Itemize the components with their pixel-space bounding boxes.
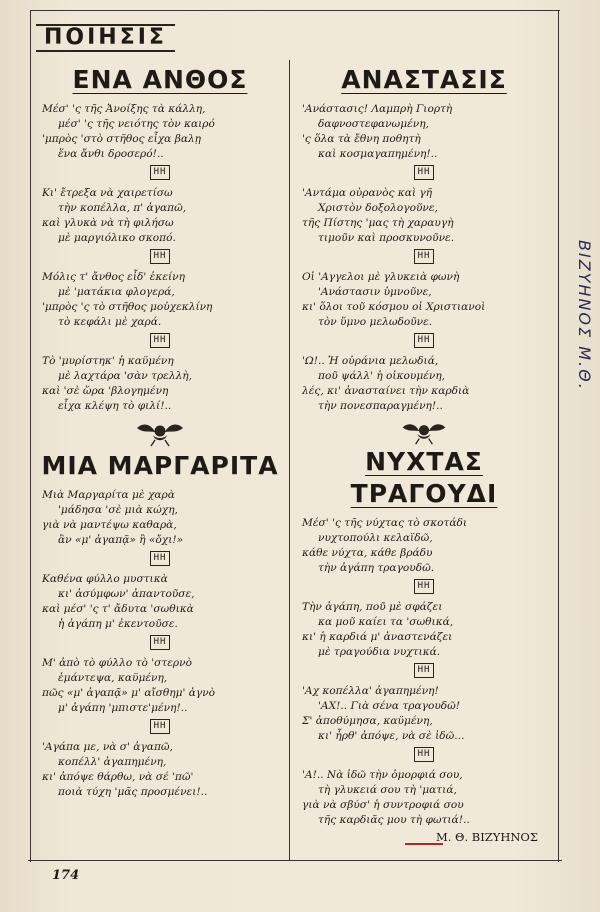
- verse-line: Μ' ἀπὸ τὸ φύλλο τὸ 'στερνὸ: [42, 657, 192, 669]
- verse-line: Μιὰ Μαργαρίτα μὲ χαρὰ: [42, 489, 175, 501]
- stanza: [296, 186, 552, 246]
- stanza-divider-ornament: [296, 165, 552, 180]
- verse-line: γιὰ νὰ σβύσ' ἡ συντροφιά σου: [302, 799, 464, 811]
- stanza-divider-mark: HH: [150, 333, 171, 348]
- verse-line: καὶ 'σὲ ὥρα 'βλογημένη: [42, 385, 169, 397]
- verse-line: τὸ κεφάλι μὲ χαρά.: [58, 316, 162, 328]
- stanza: [296, 768, 552, 828]
- side-stamp-text: ΒΙΖΥΗΝΟΣ Μ.Θ.: [575, 240, 594, 391]
- verse-line: μὲ 'ματάκια φλογερά,: [58, 286, 175, 298]
- poem-title-nychtas-tragoudi: ΝΥΧΤΑΣ ΤΡΑΓΟΥΔΙ: [350, 447, 498, 508]
- section-title: ΠΟΙΗΣΙΣ: [36, 24, 175, 52]
- stanza-divider-ornament: [296, 747, 552, 762]
- stanza: [296, 270, 552, 330]
- verse-line: τὸν ὕμνο μελωδοῦνε.: [318, 316, 433, 328]
- verse-line: μ' ἀγάπη 'μπιστε'μένη!..: [58, 702, 188, 714]
- verse-line: Κι' ἔτρεξα νὰ χαιρετίσω: [42, 187, 173, 199]
- verse-line: τῆς Πίστης 'μας τὴ χαραυγὴ: [302, 217, 454, 229]
- verse-line: ἂν «μ' ἀγαπᾷ» ἢ «ὄχι!»: [58, 534, 184, 546]
- stanza-divider-mark: HH: [414, 249, 435, 264]
- stanza-divider-ornament: [296, 579, 552, 594]
- verse-line: κι' ἡ καρδιά μ' ἀναστενάζει: [302, 631, 453, 643]
- stanza-divider-ornament: [36, 635, 284, 650]
- red-pencil-underline: [405, 843, 443, 845]
- frame-left-rule: [30, 10, 31, 862]
- verse-line: 'Αγάπα με, νὰ σ' ἀγαπῶ,: [42, 741, 173, 753]
- stanza: [36, 270, 284, 330]
- verse-line: κοπέλλ' ἀγαπημένη,: [58, 756, 167, 768]
- verse-line: Μόλις τ' ἄνθος εἶδ' ἐκείνη: [42, 271, 185, 283]
- verse-line: ἐμάντεψα, καϋμένη,: [58, 672, 168, 684]
- verse-line: Οἱ 'Αγγελοι μὲ γλυκειὰ φωνὴ: [302, 271, 460, 283]
- stanza: [36, 740, 284, 800]
- verse-line: νυχτοπούλι κελαϊδῶ,: [318, 532, 433, 544]
- stanza-divider-mark: HH: [414, 747, 435, 762]
- verse-line: κι' ἀπόψε θάρθω, νὰ σέ 'πῶ': [42, 771, 194, 783]
- stanza: [36, 354, 284, 414]
- verse-line: 'Α!.. Νὰ ἰδῶ τὴν ὀμορφιά σου,: [302, 769, 463, 781]
- side-handwritten-stamp: [566, 240, 596, 390]
- stanza-divider-ornament: [36, 719, 284, 734]
- stanza-divider-mark: HH: [414, 333, 435, 348]
- verse-line: μέσ' 'ς τῆς νειότης τὸν καιρό: [58, 118, 215, 130]
- verse-line: 'ΑΧ!.. Γιὰ σένα τραγουδῶ!: [318, 700, 461, 712]
- verse-line: Χριστὸν δοξολογοῦνε,: [318, 202, 438, 214]
- stanza: [296, 354, 552, 414]
- stanza-divider-ornament: [296, 333, 552, 348]
- verse-line: Μέσ' 'ς τῆς Ἀνοίξης τὰ κάλλη,: [42, 103, 206, 115]
- frame-bottom-rule: [28, 860, 562, 861]
- frame-right-rule: [558, 10, 559, 862]
- verse-line: 'Αντάμα οὐρανὸς καὶ γῆ: [302, 187, 433, 199]
- verse-line: ἡ ἀγάπη μ' ἐκεντοῦσε.: [58, 618, 178, 630]
- stanza: [296, 684, 552, 744]
- stanza: [296, 516, 552, 576]
- stanza-divider-mark: HH: [150, 719, 171, 734]
- verse-line: μὲ λαχτάρα 'σὰν τρελλὴ,: [58, 370, 193, 382]
- stanza-divider-ornament: [36, 165, 284, 180]
- stanza: [36, 488, 284, 548]
- stanza-divider-ornament: [36, 249, 284, 264]
- verse-line: κα μοῦ καίει τα 'σωθικά,: [318, 616, 454, 628]
- verse-line: τὴ γλυκειά σου τὴ 'ματιά,: [318, 784, 457, 796]
- left-column: [36, 64, 284, 800]
- stanza-divider-mark: HH: [414, 663, 435, 678]
- verse-line: δαφνοστεφανωμένη,: [318, 118, 429, 130]
- stanza: [36, 572, 284, 632]
- verse-line: τὴν κοπέλλα, π' ἀγαπῶ,: [58, 202, 187, 214]
- cherub-ornament-icon: [133, 420, 187, 448]
- verse-line: τῆς καρδιᾶς μου τὴ φωτιά!..: [318, 814, 470, 826]
- verse-line: καὶ κοσμαγαπημένη!..: [318, 148, 438, 160]
- stanza-divider-mark: HH: [150, 551, 171, 566]
- verse-line: Μέσ' 'ς τῆς νύχτας τὸ σκοτάδι: [302, 517, 468, 529]
- verse-line: 'μπρὸς 'ς τὸ στῆθος μοὐχεκλίνη: [42, 301, 213, 313]
- verse-line: Τὴν ἀγάπη, ποῦ μὲ σφάζει: [302, 601, 443, 613]
- verse-line: πῶς «μ' ἀγαπᾷ» μ' αἴσθημ' ἁγνὸ: [42, 687, 216, 699]
- column-divider: [289, 60, 290, 860]
- verse-line: καὶ μέσ' 'ς τ' ἄδυτα 'σωθικὰ: [42, 603, 194, 615]
- stanza-divider-ornament: [296, 663, 552, 678]
- verse-line: ποῦ ψάλλ' ἡ οἰκουμένη,: [318, 370, 446, 382]
- stanza-divider-ornament: [36, 551, 284, 566]
- verse-line: 'Ανάστασις! Λαμπρὴ Γιορτὴ: [302, 103, 453, 115]
- right-column: [296, 64, 552, 844]
- verse-line: ποιὰ τύχη 'μᾶς προσμένει!..: [58, 786, 208, 798]
- poem-title-anastasis: ΑΝΑΣΤΑΣΙΣ: [341, 65, 507, 94]
- stanza-divider-ornament: [296, 249, 552, 264]
- verse-line: εἶχα κλέψη τὸ φιλί!..: [58, 400, 172, 412]
- poem-title-mia-margarita: ΜΙΑ ΜΑΡΓΑΡΙΤΑ: [41, 451, 279, 480]
- verse-line: 'Αχ κοπέλλα' ἀγαπημένη!: [302, 685, 439, 697]
- poem-title-ena-anthos: ΕΝΑ ΑΝΘΟΣ: [72, 65, 248, 94]
- verse-line: Σ' ἀποθύμησα, καϋμένη,: [302, 715, 433, 727]
- stanza-divider-mark: HH: [150, 165, 171, 180]
- verse-line: Καθένα φύλλο μυστικὰ: [42, 573, 168, 585]
- verse-line: καὶ γλυκὰ νὰ τὴ φιλήσω: [42, 217, 174, 229]
- frame-top-rule: [30, 10, 560, 11]
- poem-body-anastasis: [296, 102, 552, 414]
- stanza: [36, 102, 284, 162]
- verse-line: κι' ἀσύμφων' ἀπαντοῦσε,: [58, 588, 195, 600]
- stanza-divider-mark: HH: [150, 249, 171, 264]
- verse-line: 'μπρὸς 'στὸ στῆθος εἶχα βαλῃ: [42, 133, 202, 145]
- poem-body-ena-anthos: [36, 102, 284, 414]
- verse-line: κι' ἦρθ' ἀπόψε, νὰ σὲ ἰδῶ...: [318, 730, 465, 742]
- verse-line: 'Ανάστασιν ὑμνοῦνε,: [318, 286, 432, 298]
- verse-line: τιμοῦν καὶ προσκυνοῦνε.: [318, 232, 455, 244]
- stanza: [296, 600, 552, 660]
- stanza-divider-mark: HH: [414, 165, 435, 180]
- stanza-divider-ornament: [36, 333, 284, 348]
- verse-line: 'Ω!.. Ἡ οὐράνια μελωδιά,: [302, 355, 439, 367]
- verse-line: τὴν ἀγάπη τραγουδῶ.: [318, 562, 435, 574]
- verse-line: ἕνα ἄνθι δροσερό!..: [58, 148, 164, 160]
- cherub-ornament-icon: [397, 420, 451, 446]
- stanza-divider-mark: HH: [414, 579, 435, 594]
- verse-line: μὲ μαργιόλικο σκοπό.: [58, 232, 176, 244]
- page-number: 174: [52, 868, 80, 883]
- verse-line: τὴν πονεσπαραγμένη!..: [318, 400, 443, 412]
- author-signature: Μ. Θ. ΒΙΖΥΗΝΟΣ: [435, 830, 538, 844]
- stanza: [36, 656, 284, 716]
- verse-line: μὲ τραγούδια νυχτικά.: [318, 646, 441, 658]
- verse-line: λές, κι' ἀνασταίνει τὴν καρδιὰ: [302, 385, 470, 397]
- poem-body-mia-margarita: [36, 488, 284, 800]
- verse-line: γιὰ νὰ μαντέψω καθαρὰ,: [42, 519, 177, 531]
- verse-line: 'μάδησα 'σὲ μιὰ κώχη,: [58, 504, 178, 516]
- verse-line: 'ς ὅλα τὰ ἔθνη ποθητὴ: [302, 133, 421, 145]
- poem-body-nychtas-tragoudi: [296, 516, 552, 828]
- stanza: [296, 102, 552, 162]
- stanza-divider-mark: HH: [150, 635, 171, 650]
- verse-line: Τὸ 'μυρίστηκ' ἡ καϋμένη: [42, 355, 174, 367]
- verse-line: κι' ὅλοι τοῦ κόσμου οἱ Χριστιανοὶ: [302, 301, 486, 313]
- stanza: [36, 186, 284, 246]
- verse-line: κάθε νύχτα, κάθε βράδυ: [302, 547, 433, 559]
